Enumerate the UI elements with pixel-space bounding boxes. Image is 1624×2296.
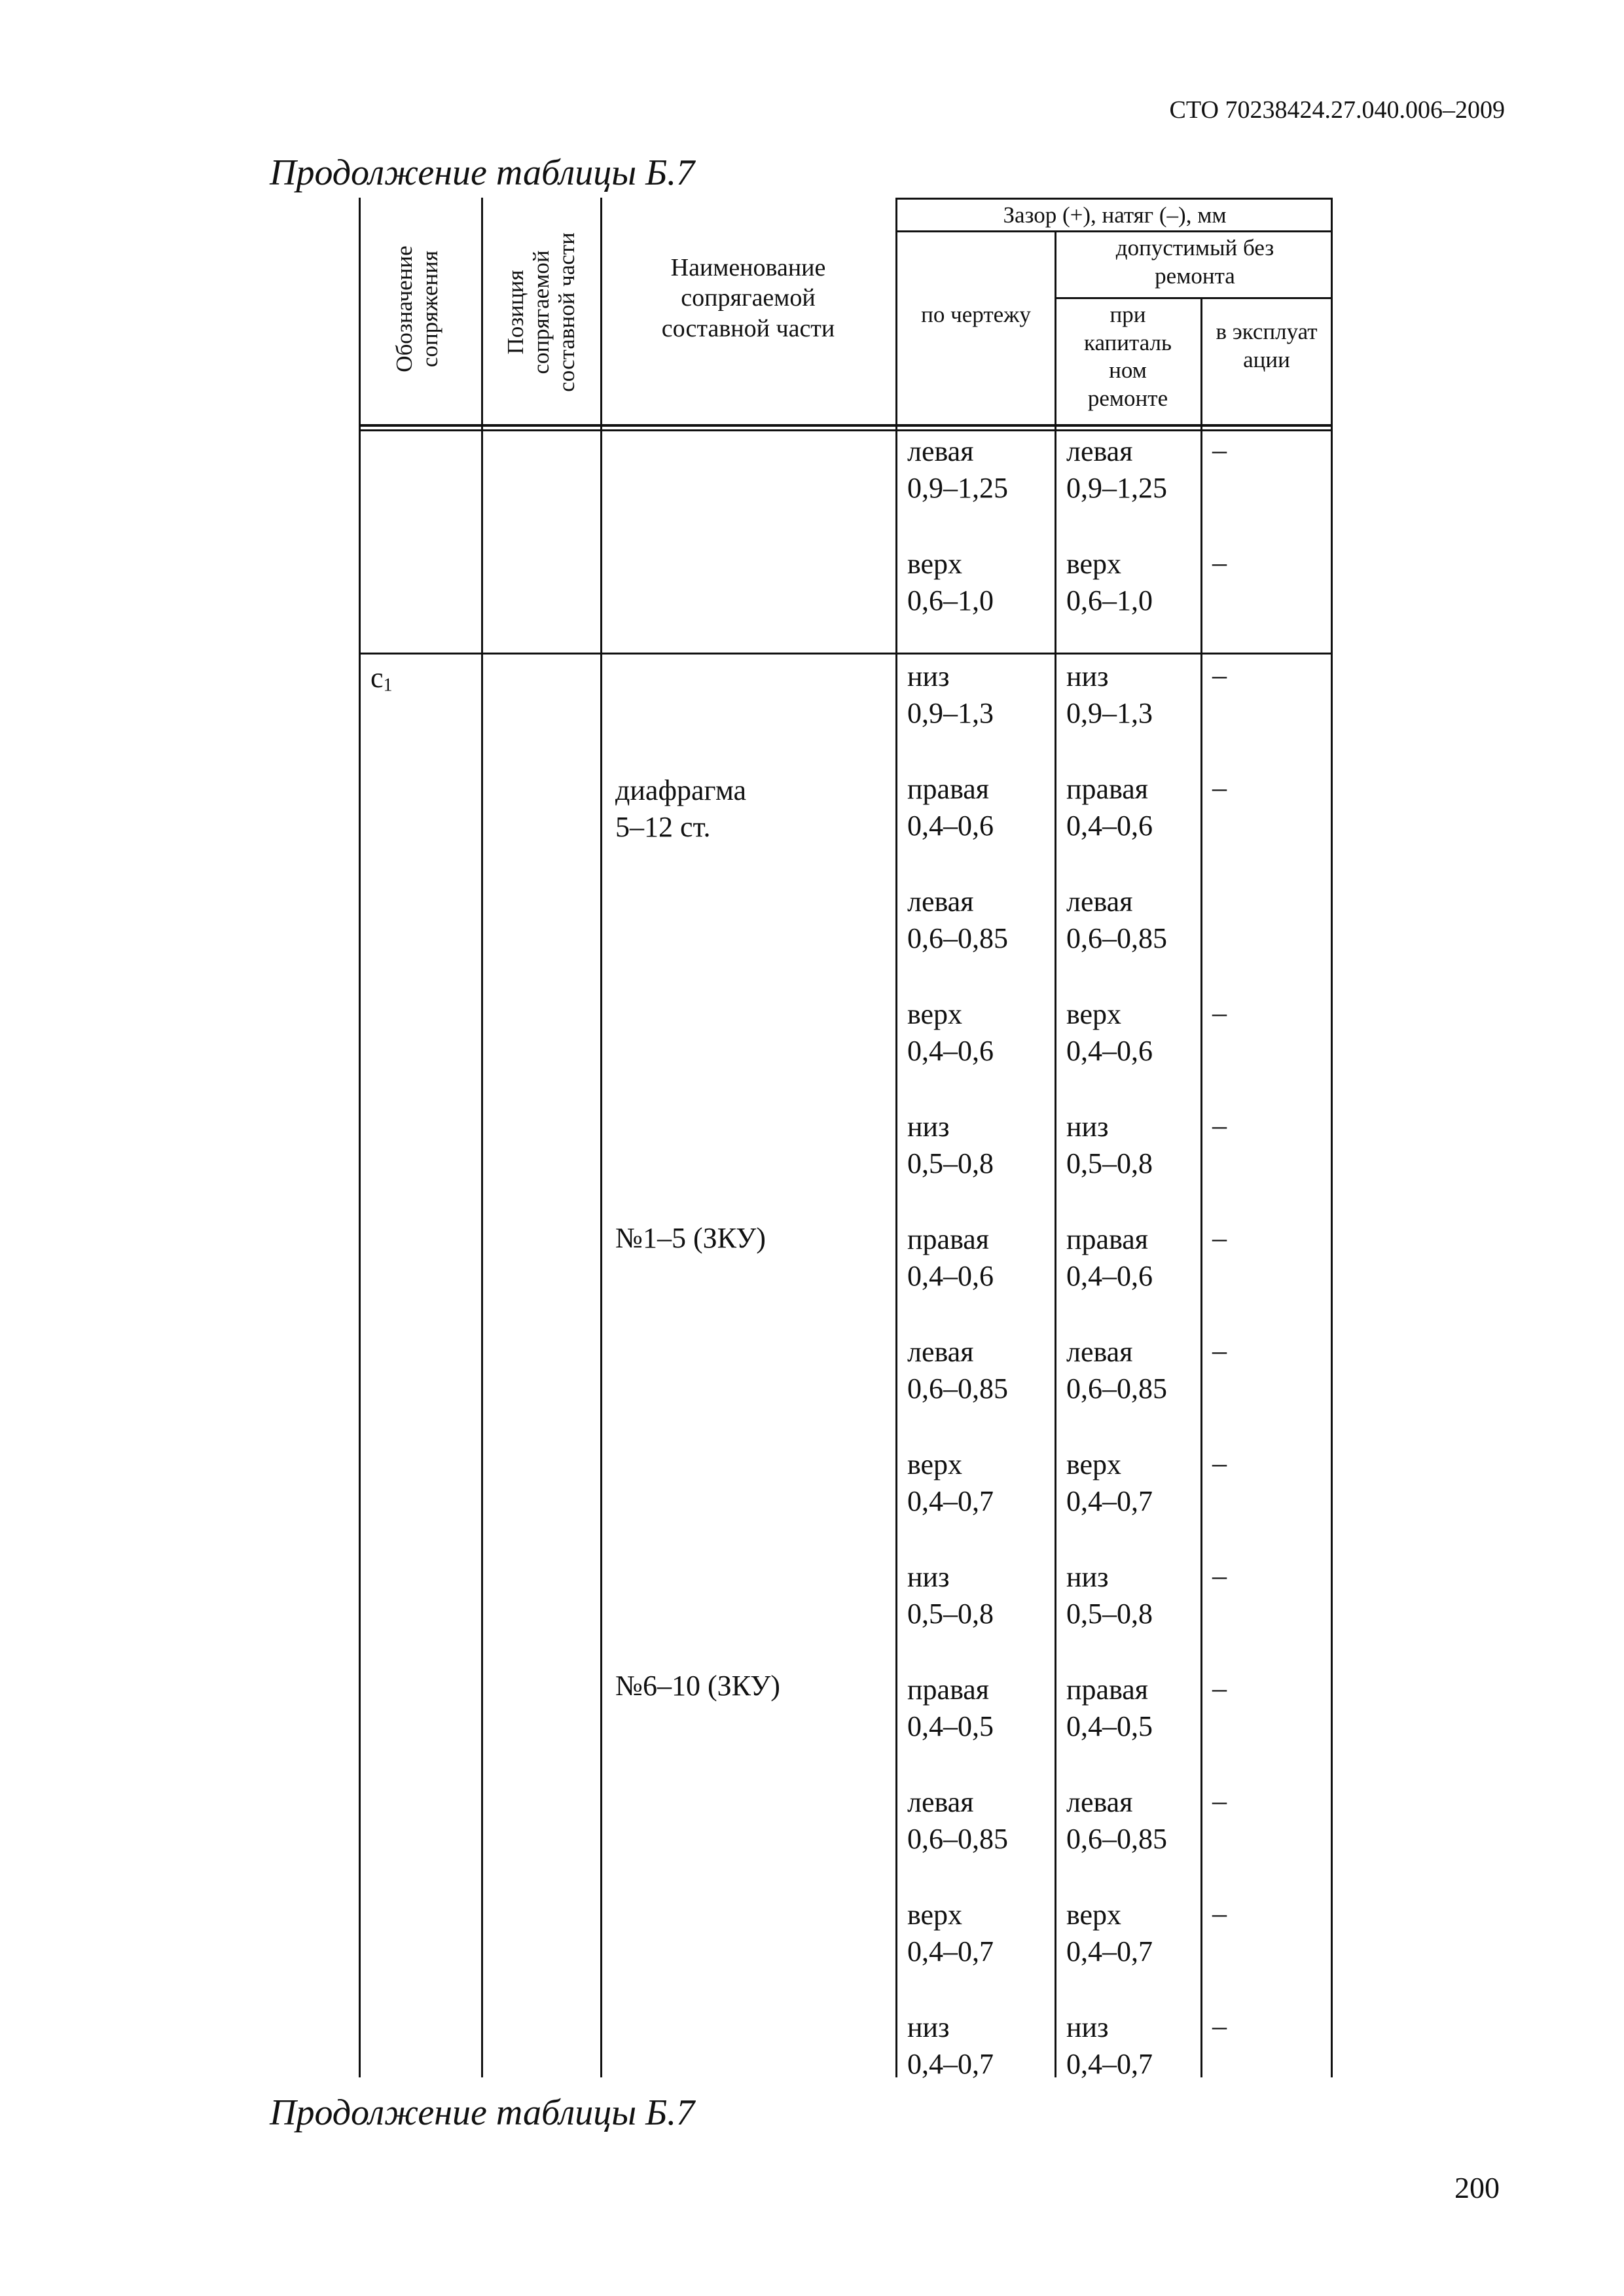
row2-repair-value: 0,4–0,7 [1066, 1485, 1153, 1517]
row2-drawing-label: низ [907, 660, 950, 692]
row2-name-2: 5–12 ст. [615, 811, 711, 843]
row2-repair-value: 0,6–0,85 [1066, 1823, 1167, 1855]
table-caption-bottom: Продолжение таблицы Б.7 [270, 2092, 695, 2133]
allowed-header-divider [1055, 297, 1333, 299]
row1-drawing-value-2: 0,6–1,0 [907, 584, 994, 617]
row2-drawing-label: низ [907, 1111, 950, 1143]
header-repair: при капиталь ном ремонте [1083, 302, 1172, 412]
row2-designation [370, 660, 393, 697]
row1-repair-label-2: верх [1066, 548, 1122, 580]
row2-drawing-value: 0,5–0,8 [907, 1598, 994, 1630]
column-separator-2 [600, 198, 602, 2077]
row2-repair-label: левая [1066, 1786, 1133, 1818]
row2-repair-label: верх [1066, 1448, 1122, 1480]
table-grid [359, 198, 1333, 2080]
row2-repair-value: 0,4–0,7 [1066, 2048, 1153, 2080]
row1-repair-value-1: 0,9–1,25 [1066, 472, 1167, 504]
row2-repair-label: низ [1066, 1111, 1109, 1143]
row2-repair-label: правая [1066, 1223, 1149, 1255]
row2-repair-value: 0,4–0,7 [1066, 1935, 1153, 1967]
row2-designation-subscript: 1 [383, 675, 393, 696]
header-position: Позиция сопрягаемой составной части [503, 232, 580, 392]
row2-drawing-value: 0,6–0,85 [907, 1372, 1008, 1405]
table-header-bottom-border [359, 424, 1333, 427]
row2-drawing-value: 0,4–0,5 [907, 1710, 994, 1742]
row2-repair-label: правая [1066, 1674, 1149, 1706]
row1-service-1: – [1212, 434, 1227, 466]
row2-drawing-label: левая [907, 1336, 974, 1368]
row2-repair-value: 0,4–0,6 [1066, 1260, 1153, 1292]
row2-drawing-value: 0,4–0,6 [907, 1035, 994, 1067]
row2-designation-main: c [370, 662, 384, 694]
column-separator-4 [1055, 232, 1056, 2077]
table-top-border [895, 198, 1333, 200]
row2-repair-value: 0,6–0,85 [1066, 1372, 1167, 1405]
row2-repair-value: 0,4–0,6 [1066, 810, 1153, 842]
row2-repair-value: 0,4–0,6 [1066, 1035, 1153, 1067]
row2-repair-value: 0,6–0,85 [1066, 922, 1167, 954]
row2-drawing-value: 0,4–0,6 [907, 810, 994, 842]
row2-service: – [1212, 1672, 1227, 1704]
row2-repair-value: 0,5–0,8 [1066, 1598, 1153, 1630]
row1-drawing-value-1: 0,9–1,25 [907, 472, 1008, 504]
row2-repair-label: правая [1066, 773, 1149, 805]
page-number: 200 [1454, 2171, 1500, 2204]
table-right-border [1331, 198, 1333, 2077]
row1-repair-value-2: 0,6–1,0 [1066, 584, 1153, 617]
row2-service: – [1212, 659, 1227, 691]
row1-drawing-label-1: левая [907, 435, 974, 467]
row2-drawing-label: правая [907, 773, 990, 805]
row2-drawing-label: низ [907, 1561, 950, 1593]
row2-name-1: диафрагма [615, 774, 747, 806]
row2-drawing-value: 0,5–0,8 [907, 1147, 994, 1179]
row2-repair-label: левая [1066, 1336, 1133, 1368]
row2-repair-value: 0,4–0,5 [1066, 1710, 1153, 1742]
header-service: в эксплуат ации [1216, 319, 1318, 372]
header-drawing: по чертежу [921, 302, 1031, 327]
row2-repair-value: 0,9–1,3 [1066, 697, 1153, 729]
row2-service: – [1212, 2010, 1227, 2042]
row-separator-1 [359, 653, 1333, 655]
column-separator-1 [481, 198, 483, 2077]
row2-repair-label: верх [1066, 998, 1122, 1030]
row2-repair-label: низ [1066, 660, 1109, 692]
row2-service: – [1212, 1560, 1227, 1592]
row1-repair-label-1: левая [1066, 435, 1133, 467]
row1-drawing-label-2: верх [907, 548, 963, 580]
row2-drawing-label: низ [907, 2011, 950, 2043]
header-name: Наименование сопрягаемой составной части [661, 254, 835, 342]
row2-name-4: №6–10 (ЗКУ) [615, 1670, 780, 1702]
row2-service: – [1212, 997, 1227, 1029]
row2-drawing-value: 0,4–0,7 [907, 1485, 994, 1517]
row2-drawing-label: верх [907, 998, 963, 1030]
row2-service: – [1212, 1785, 1227, 1817]
header-allowed: допустимый без ремонта [1115, 235, 1274, 289]
row2-repair-label: низ [1066, 1561, 1109, 1593]
row2-repair-label: низ [1066, 2011, 1109, 2043]
header-designation: Обозначение сопряжения [391, 245, 443, 372]
group-header-divider [895, 230, 1333, 232]
table-caption-top: Продолжение таблицы Б.7 [270, 152, 695, 193]
row2-drawing-value: 0,6–0,85 [907, 922, 1008, 954]
row2-drawing-label: правая [907, 1223, 990, 1255]
row2-service: – [1212, 1222, 1227, 1254]
row2-service: – [1212, 1109, 1227, 1141]
row2-drawing-value: 0,4–0,7 [907, 2048, 994, 2080]
row2-drawing-label: правая [907, 1674, 990, 1706]
row2-name-3: №1–5 (ЗКУ) [615, 1222, 766, 1254]
row2-service: – [1212, 1447, 1227, 1479]
document-code: СТО 70238424.27.040.006–2009 [1169, 96, 1505, 124]
row2-service: – [1212, 1897, 1227, 1929]
row2-drawing-value: 0,4–0,6 [907, 1260, 994, 1292]
row2-service: – [1212, 772, 1227, 804]
row2-repair-label: левая [1066, 886, 1133, 918]
row2-drawing-label: верх [907, 1448, 963, 1480]
table-b7-continuation [359, 198, 1333, 2080]
row2-drawing-value: 0,6–0,85 [907, 1823, 1008, 1855]
row2-repair-value: 0,5–0,8 [1066, 1147, 1153, 1179]
table-left-border [359, 198, 361, 2077]
row2-drawing-label: левая [907, 1786, 974, 1818]
row2-drawing-value: 0,9–1,3 [907, 697, 994, 729]
header-group: Зазор (+), натяг (–), мм [1003, 202, 1227, 228]
row2-drawing-label: левая [907, 886, 974, 918]
row2-service: – [1212, 1335, 1227, 1367]
table-header-bottom-border-second [359, 429, 1333, 431]
row2-repair-label: верх [1066, 1899, 1122, 1931]
column-separator-5 [1200, 298, 1202, 2077]
row2-drawing-value: 0,4–0,7 [907, 1935, 994, 1967]
column-separator-3 [895, 198, 897, 2077]
row1-service-2: – [1212, 547, 1227, 579]
row2-drawing-label: верх [907, 1899, 963, 1931]
